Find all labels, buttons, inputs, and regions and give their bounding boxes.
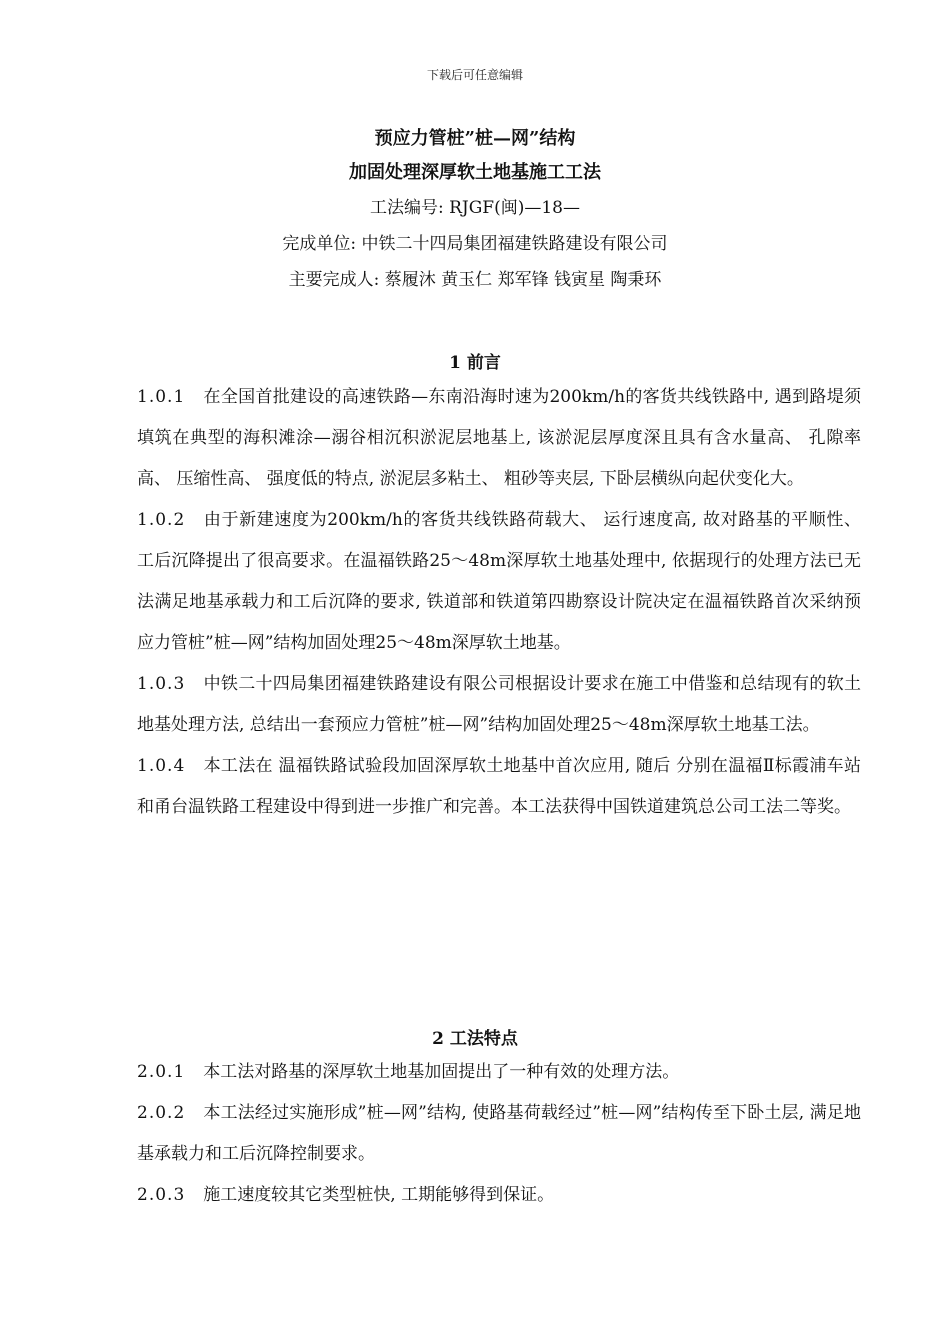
paragraph-1-0-4 [137, 746, 861, 828]
paragraph-number: 1.0.2 [137, 510, 186, 530]
main-authors: 主要完成人: 蔡履沐 黄玉仁 郑军锋 钱寅星 陶秉环 [288, 270, 662, 290]
header-note: 下载后可任意编辑 [426, 68, 523, 82]
document-title-line-1: 预应力管桩”桩—网”结构 [374, 128, 576, 149]
paragraph-text: 由于新建速度为200km/h的客货共线铁路荷载大、 运行速度高, 故对路基的平顺性、 工后沉降提出了很高要求。在温福铁路25～48m深厚软土地基处理中, 依据现行的处理方法已无法满足地基承载力和工后沉降的要求, 铁道部和铁道第四勘察设计院决定在温福铁路首次采纳预应力管桩”桩—网”结构加固处理25～48m深厚软土地基。 [137, 510, 861, 653]
title-block [0, 122, 950, 298]
completing-unit: 完成单位: 中铁二十四局集团福建铁路建设有限公司 [282, 234, 668, 254]
paragraph-number: 2.0.3 [137, 1185, 186, 1205]
paragraph-text: 本工法在 温福铁路试验段加固深厚软土地基中首次应用, 随后 分别在温福Ⅱ标霞浦车站和甬台温铁路工程建设中得到进一步推广和完善。本工法获得中国铁道建筑总公司工法二等奖。 [137, 756, 861, 817]
section-2-body [137, 1052, 861, 1216]
paragraph-number: 2.0.1 [137, 1062, 186, 1082]
section-1-body [137, 377, 861, 828]
paragraph-text: 在全国首批建设的高速铁路—东南沿海时速为200km/h的客货共线铁路中, 遇到路堤须填筑在典型的海积滩涂—溺谷相沉积淤泥层地基上, 该淤泥层厚度深且具有含水量高、 孔隙率高、 压缩性高、 强度低的特点, 淤泥层多粘土、 粗砂等夹层, 下卧层横纵向起伏变化大。 [137, 387, 861, 489]
method-code: 工法编号: RJGF(闽)—18— [369, 198, 581, 218]
section-heading-2: 2 工法特点 [432, 1029, 518, 1049]
paragraph-2-0-1 [137, 1052, 861, 1093]
paragraph-1-0-1 [137, 377, 861, 500]
paragraph-text: 本工法对路基的深厚软土地基加固提出了一种有效的处理方法。 [203, 1062, 680, 1082]
section-heading-1: 1 前言 [449, 353, 501, 373]
paragraph-2-0-2 [137, 1093, 861, 1175]
paragraph-text: 中铁二十四局集团福建铁路建设有限公司根据设计要求在施工中借鉴和总结现有的软土地基处理方法, 总结出一套预应力管桩”桩—网”结构加固处理25～48m深厚软土地基工法。 [137, 674, 861, 735]
paragraph-text: 本工法经过实施形成”桩—网”结构, 使路基荷载经过”桩—网”结构传至下卧土层, 满足地基承载力和工后沉降控制要求。 [137, 1103, 861, 1164]
paragraph-1-0-2 [137, 500, 861, 664]
paragraph-2-0-3 [137, 1175, 861, 1216]
paragraph-text: 施工速度较其它类型桩快, 工期能够得到保证。 [203, 1185, 555, 1205]
paragraph-number: 1.0.4 [137, 756, 186, 776]
paragraph-number: 1.0.1 [137, 387, 186, 407]
paragraph-number: 1.0.3 [137, 674, 186, 694]
paragraph-1-0-3 [137, 664, 861, 746]
paragraph-number: 2.0.2 [137, 1103, 186, 1123]
document-title-line-2: 加固处理深厚软土地基施工工法 [349, 162, 601, 183]
